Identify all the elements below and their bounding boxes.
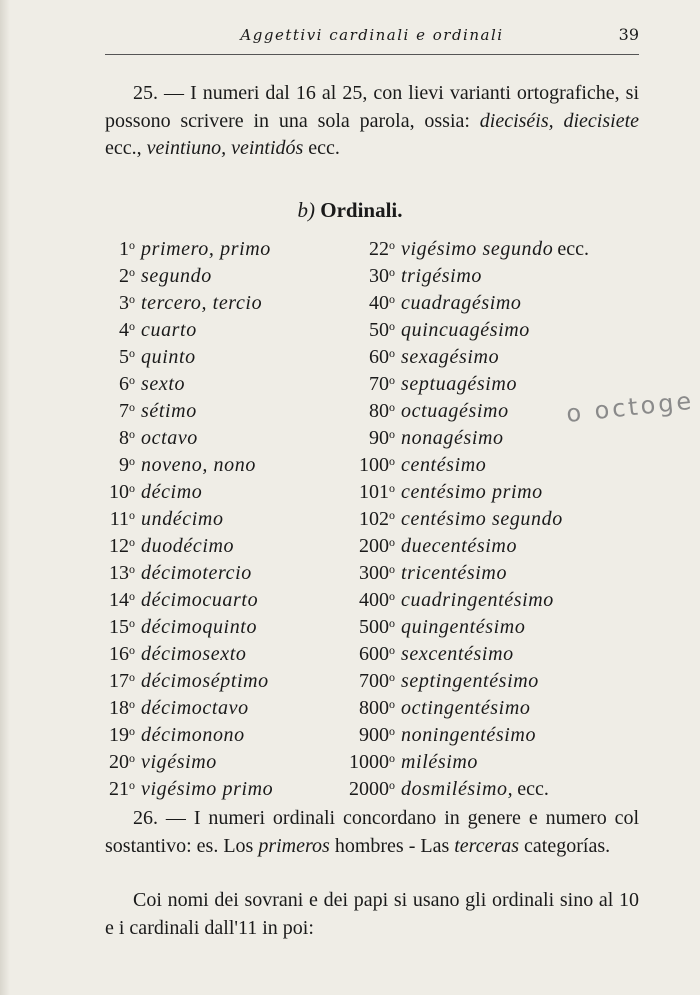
ordinal-numeral: 4 bbox=[119, 319, 129, 341]
ordinal-word: décimoctavo bbox=[141, 697, 249, 719]
paragraph-text: I numeri dal 16 al 25, con lievi varianti ortografiche, si possono scrivere in una sola parola, ossia: bbox=[105, 82, 640, 132]
ordinal-row bbox=[328, 745, 648, 772]
ordinal-row bbox=[98, 340, 338, 367]
running-head: Aggettivi cardinali e ordinali bbox=[240, 26, 504, 44]
ordinal-superscript: o bbox=[389, 238, 395, 252]
ordinal-row bbox=[328, 259, 648, 286]
ordinal-superscript: o bbox=[129, 535, 135, 549]
ordinal-word: décimoquinto bbox=[141, 616, 258, 638]
ordinal-numeral: 17 bbox=[109, 670, 129, 692]
ordinal-row bbox=[328, 664, 648, 691]
ordinal-numeral: 300 bbox=[359, 562, 389, 584]
handwritten-note: o octoge bbox=[564, 386, 696, 428]
ordinal-superscript: o bbox=[389, 778, 395, 792]
ordinal-numeral: 22 bbox=[369, 238, 389, 260]
ordinal-numeral: 80 bbox=[369, 400, 389, 422]
ordinal-numeral: 60 bbox=[369, 346, 389, 368]
ordinal-word: centésimo segundo bbox=[401, 508, 563, 530]
page-number: 39 bbox=[618, 25, 639, 44]
ordinal-numeral: 90 bbox=[369, 427, 389, 449]
paragraph-25 bbox=[105, 80, 639, 163]
ordinal-word: tercero, tercio bbox=[141, 292, 263, 314]
ordinal-superscript: o bbox=[129, 346, 135, 360]
ordinal-superscript: o bbox=[129, 724, 135, 738]
paragraph-text: Coi nomi dei sovrani e dei papi si usano gli ordinali sino al 10 e i cardinali dall'11 in poi: bbox=[105, 889, 639, 939]
ordinal-numeral: 18 bbox=[109, 697, 129, 719]
ordinal-word: décimosexto bbox=[141, 643, 247, 665]
ordinal-row bbox=[328, 691, 648, 718]
ordinal-numeral: 2 bbox=[119, 265, 129, 287]
ordinal-word: décimocuarto bbox=[141, 589, 259, 611]
ordinal-word: sexagésimo bbox=[401, 346, 500, 368]
ordinal-numeral: 11 bbox=[109, 508, 129, 530]
ordinal-superscript: o bbox=[129, 454, 135, 468]
ordinal-superscript: o bbox=[389, 697, 395, 711]
ordinal-superscript: o bbox=[129, 427, 135, 441]
ordinal-superscript: o bbox=[389, 751, 395, 765]
ordinals-right-column bbox=[328, 232, 648, 799]
ordinal-word: noningentésimo bbox=[401, 724, 537, 746]
ordinal-superscript: o bbox=[389, 427, 395, 441]
ordinal-row bbox=[98, 583, 338, 610]
paragraph-27 bbox=[105, 887, 639, 942]
ordinal-row bbox=[98, 529, 338, 556]
ordinal-numeral: 800 bbox=[359, 697, 389, 719]
ordinal-row bbox=[328, 232, 648, 259]
example-word: diecisiete bbox=[563, 109, 640, 132]
ordinal-row bbox=[98, 421, 338, 448]
ordinal-numeral: 1 bbox=[119, 238, 129, 260]
ordinal-row bbox=[328, 583, 648, 610]
ordinal-word: décimotercio bbox=[141, 562, 252, 584]
ordinal-row bbox=[328, 529, 648, 556]
ordinal-numeral: 100 bbox=[359, 454, 389, 476]
example-word: primeros bbox=[258, 834, 330, 857]
paragraph-dash: — bbox=[164, 82, 185, 104]
ordinal-row bbox=[98, 664, 338, 691]
ordinal-numeral: 40 bbox=[369, 292, 389, 314]
ordinal-word: centésimo primo bbox=[401, 481, 543, 503]
ordinal-number bbox=[328, 772, 395, 803]
ordinal-numeral: 16 bbox=[109, 643, 129, 665]
ordinal-word: octuagésimo bbox=[401, 400, 509, 422]
ordinal-word: quincuagésimo bbox=[401, 319, 530, 341]
section-title bbox=[0, 198, 700, 223]
example-word: veintidós bbox=[231, 137, 304, 159]
ordinal-word: sétimo bbox=[141, 400, 197, 422]
ordinal-word: sexcentésimo bbox=[401, 643, 514, 665]
section-name: Ordinali. bbox=[320, 198, 403, 222]
ordinal-superscript: o bbox=[129, 265, 135, 279]
ordinal-number bbox=[98, 772, 135, 803]
ordinal-superscript: o bbox=[389, 400, 395, 414]
ordinal-numeral: 600 bbox=[359, 643, 389, 665]
ordinal-row bbox=[328, 718, 648, 745]
ordinal-row bbox=[328, 556, 648, 583]
etc-text: ecc. bbox=[557, 238, 589, 260]
ordinal-superscript: o bbox=[389, 670, 395, 684]
ordinal-numeral: 15 bbox=[109, 616, 129, 638]
ordinal-word: octavo bbox=[141, 427, 198, 449]
ordinal-row bbox=[328, 610, 648, 637]
ordinal-superscript: o bbox=[129, 508, 135, 522]
ordinal-numeral: 3 bbox=[119, 292, 129, 314]
ordinal-numeral: 19 bbox=[109, 724, 129, 746]
paragraph-text: I numeri ordinali concordano in genere e numero col sostantivo: es. Los bbox=[105, 807, 640, 857]
ordinal-word: segundo bbox=[141, 265, 212, 287]
ordinal-superscript: o bbox=[129, 400, 135, 414]
ordinal-row bbox=[328, 421, 648, 448]
paragraph-text: categorías. bbox=[524, 834, 611, 857]
ordinal-superscript: o bbox=[129, 670, 135, 684]
ordinal-row bbox=[98, 259, 338, 286]
paragraph-dash: — bbox=[165, 807, 186, 829]
ordinal-word: décimo bbox=[141, 481, 203, 503]
paragraph-number: 25. bbox=[133, 82, 158, 104]
ordinal-word: décimoséptimo bbox=[141, 670, 269, 692]
ordinal-superscript: o bbox=[389, 292, 395, 306]
ordinal-numeral: 6 bbox=[119, 373, 129, 395]
ordinal-superscript: o bbox=[389, 508, 395, 522]
ordinal-row bbox=[98, 556, 338, 583]
ordinal-word: vigésimo segundo bbox=[401, 238, 554, 260]
ordinal-numeral: 50 bbox=[369, 319, 389, 341]
ordinal-numeral: 14 bbox=[109, 589, 129, 611]
ordinal-numeral: 200 bbox=[359, 535, 389, 557]
ordinal-word: cuarto bbox=[141, 319, 197, 341]
ordinal-superscript: o bbox=[389, 724, 395, 738]
example-word: dieciséis, bbox=[479, 109, 554, 132]
ordinal-superscript: o bbox=[129, 697, 135, 711]
ordinal-numeral: 400 bbox=[359, 589, 389, 611]
etc-text: ecc. bbox=[308, 137, 340, 159]
ordinal-superscript: o bbox=[389, 454, 395, 468]
ordinal-row bbox=[98, 610, 338, 637]
ordinal-superscript: o bbox=[129, 589, 135, 603]
ordinal-word: nonagésimo bbox=[401, 427, 504, 449]
page-header bbox=[105, 22, 639, 55]
ordinal-numeral: 70 bbox=[369, 373, 389, 395]
ordinal-word: septuagésimo bbox=[401, 373, 518, 395]
ordinal-row bbox=[98, 232, 338, 259]
ordinal-superscript: o bbox=[389, 589, 395, 603]
ordinal-row bbox=[98, 313, 338, 340]
ordinal-superscript: o bbox=[129, 778, 135, 792]
ordinal-superscript: o bbox=[129, 562, 135, 576]
ordinal-word: vigésimo primo bbox=[141, 778, 274, 800]
ordinal-word: noveno, nono bbox=[141, 454, 256, 476]
ordinal-word: septingentésimo bbox=[401, 670, 539, 692]
ordinal-row bbox=[328, 475, 648, 502]
paragraph-text: hombres - Las bbox=[334, 834, 450, 857]
ordinal-word: centésimo bbox=[401, 454, 487, 476]
ordinal-row bbox=[98, 448, 338, 475]
ordinal-row bbox=[98, 286, 338, 313]
ordinal-superscript: o bbox=[129, 751, 135, 765]
etc-text: ecc., bbox=[105, 137, 142, 159]
ordinal-numeral: 1000 bbox=[349, 751, 389, 773]
etc-text: ecc. bbox=[517, 778, 549, 800]
ordinal-numeral: 7 bbox=[119, 400, 129, 422]
ordinal-word: duecentésimo bbox=[401, 535, 518, 557]
ordinal-row bbox=[98, 367, 338, 394]
ordinal-superscript: o bbox=[129, 481, 135, 495]
ordinal-row bbox=[328, 637, 648, 664]
ordinal-numeral: 5 bbox=[119, 346, 129, 368]
ordinal-numeral: 700 bbox=[359, 670, 389, 692]
ordinal-word: quinto bbox=[141, 346, 196, 368]
ordinal-numeral: 10 bbox=[109, 481, 129, 503]
ordinal-numeral: 20 bbox=[109, 751, 129, 773]
page-edge bbox=[0, 0, 10, 995]
ordinal-word: tricentésimo bbox=[401, 562, 508, 584]
ordinal-numeral: 500 bbox=[359, 616, 389, 638]
ordinal-row bbox=[328, 340, 648, 367]
ordinal-row bbox=[98, 745, 338, 772]
example-word: terceras bbox=[454, 834, 520, 857]
section-letter: b) bbox=[297, 198, 315, 222]
ordinal-numeral: 30 bbox=[369, 265, 389, 287]
ordinal-superscript: o bbox=[389, 481, 395, 495]
ordinal-superscript: o bbox=[129, 292, 135, 306]
ordinal-row bbox=[98, 637, 338, 664]
ordinal-word: octingentésimo bbox=[401, 697, 531, 719]
ordinal-word: trigésimo bbox=[401, 265, 482, 287]
ordinal-superscript: o bbox=[389, 373, 395, 387]
ordinal-row bbox=[98, 502, 338, 529]
ordinal-numeral: 900 bbox=[359, 724, 389, 746]
ordinal-word: primero, primo bbox=[141, 238, 271, 260]
ordinal-superscript: o bbox=[389, 562, 395, 576]
ordinal-superscript: o bbox=[129, 238, 135, 252]
ordinal-row bbox=[98, 691, 338, 718]
ordinal-superscript: o bbox=[389, 319, 395, 333]
ordinal-numeral: 102 bbox=[359, 508, 389, 530]
ordinal-word: vigésimo bbox=[141, 751, 217, 773]
ordinal-numeral: 21 bbox=[109, 778, 129, 800]
ordinal-superscript: o bbox=[129, 373, 135, 387]
ordinal-numeral: 101 bbox=[359, 481, 389, 503]
ordinal-superscript: o bbox=[129, 319, 135, 333]
ordinal-row bbox=[98, 718, 338, 745]
paragraph-number: 26. bbox=[133, 807, 158, 829]
ordinal-word: décimonono bbox=[141, 724, 245, 746]
ordinal-numeral: 13 bbox=[109, 562, 129, 584]
ordinal-row bbox=[328, 772, 648, 799]
ordinal-superscript: o bbox=[389, 616, 395, 630]
ordinal-word: milésimo bbox=[401, 751, 479, 773]
paragraph-26 bbox=[105, 805, 639, 860]
ordinal-row bbox=[98, 772, 338, 799]
ordinal-numeral: 2000 bbox=[349, 778, 389, 800]
ordinal-word: undécimo bbox=[141, 508, 224, 530]
ordinal-row bbox=[98, 475, 338, 502]
ordinal-numeral: 8 bbox=[119, 427, 129, 449]
ordinal-superscript: o bbox=[389, 535, 395, 549]
ordinal-word: cuadringentésimo bbox=[401, 589, 554, 611]
ordinal-word: quingentésimo bbox=[401, 616, 526, 638]
ordinal-row bbox=[328, 502, 648, 529]
ordinal-numeral: 9 bbox=[119, 454, 129, 476]
ordinal-row bbox=[98, 394, 338, 421]
ordinal-row bbox=[328, 448, 648, 475]
ordinal-word: cuadragésimo bbox=[401, 292, 522, 314]
ordinal-word: dosmilésimo, bbox=[401, 778, 514, 800]
ordinal-row bbox=[328, 367, 648, 394]
ordinal-superscript: o bbox=[129, 643, 135, 657]
ordinal-superscript: o bbox=[389, 265, 395, 279]
ordinal-row bbox=[328, 313, 648, 340]
ordinal-row bbox=[328, 286, 648, 313]
ordinal-word: sexto bbox=[141, 373, 186, 395]
ordinal-numeral: 12 bbox=[109, 535, 129, 557]
ordinal-word: duodécimo bbox=[141, 535, 235, 557]
ordinal-superscript: o bbox=[129, 616, 135, 630]
ordinal-superscript: o bbox=[389, 643, 395, 657]
example-word: veintiuno, bbox=[146, 137, 227, 159]
ordinal-superscript: o bbox=[389, 346, 395, 360]
ordinals-left-column bbox=[98, 232, 338, 799]
